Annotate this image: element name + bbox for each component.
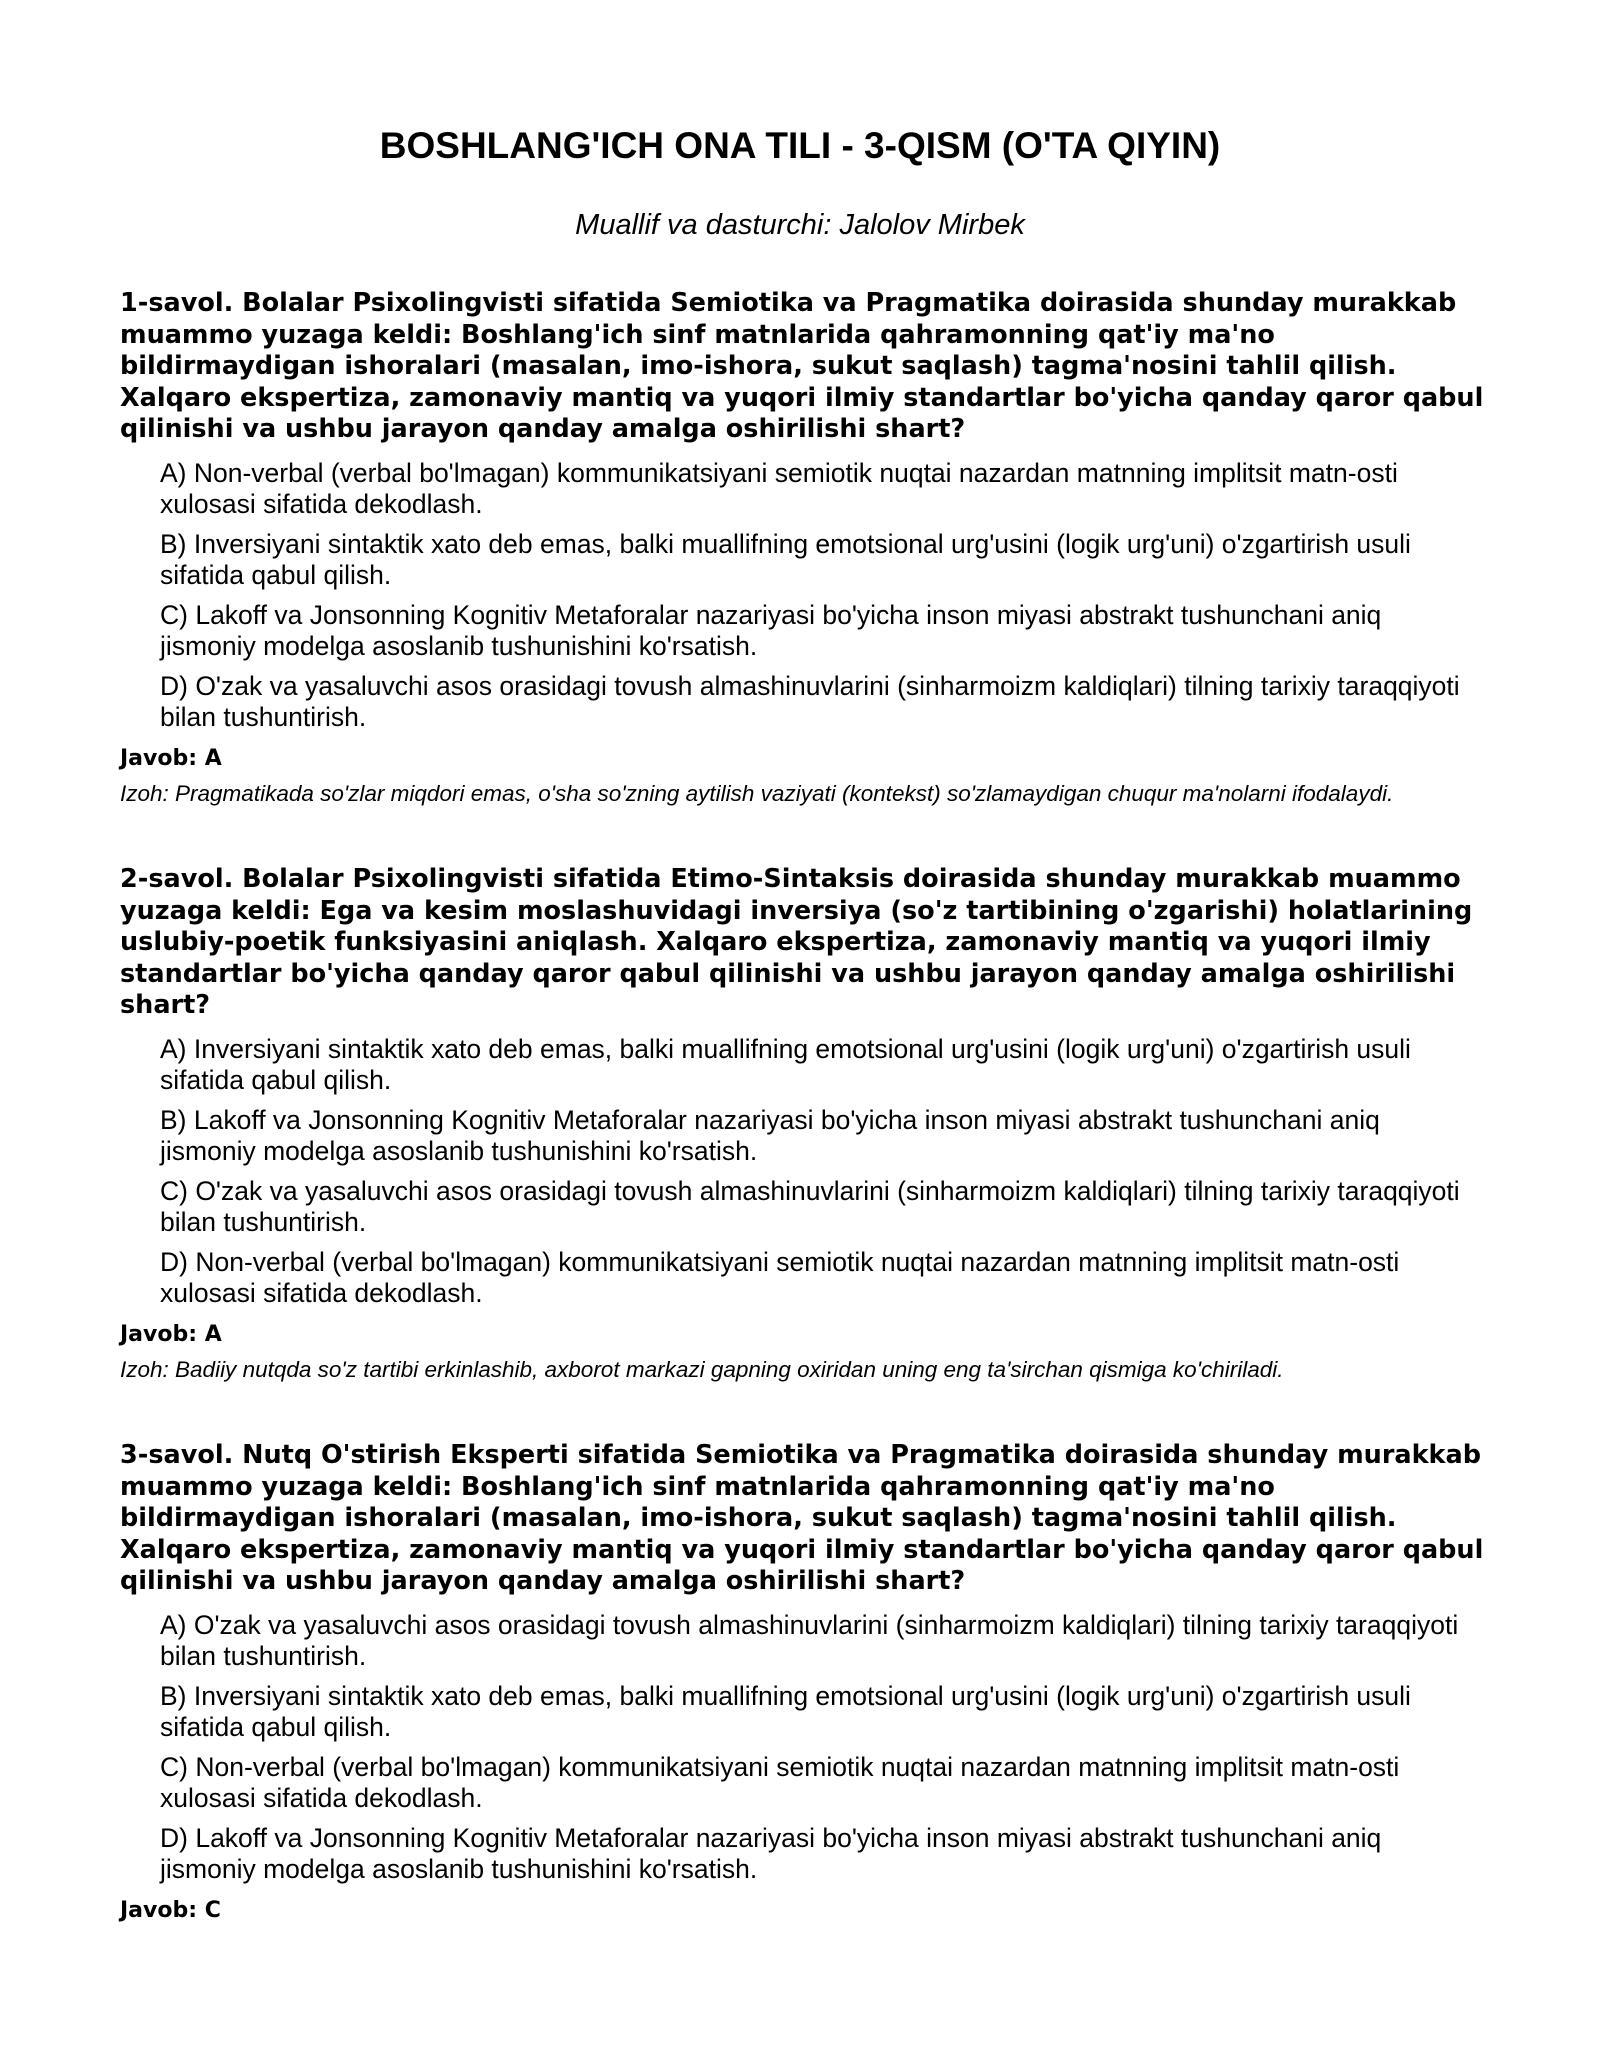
option-d: D) Lakoff va Jonsonning Kognitiv Metaforalar nazariyasi bo'yicha inson miyasi abstrakt tushunchani aniq jismoniy modelga asoslanib tushunishini ko'rsatish.: [160, 1822, 1382, 1885]
option-c: C) Non-verbal (verbal bo'lmagan) kommunikatsiyani semiotik nuqtai nazardan matnning implitsit matn-osti xulosasi sifatida dekodlash.: [160, 1751, 1400, 1814]
document-title: BOSHLANG'ICH ONA TILI - 3-QISM (O'TA QIYIN): [379, 125, 1221, 166]
option-c: C) Lakoff va Jonsonning Kognitiv Metaforalar nazariyasi bo'yicha inson miyasi abstrakt tushunchani aniq jismoniy modelga asoslanib tushunishini ko'rsatish.: [160, 599, 1382, 662]
option-a: A) O'zak va yasaluvchi asos orasidagi tovush almashinuvlarini (sinharmoizm kaldiqlari) tilning tarixiy taraqqiyoti bilan tushuntirish.: [160, 1609, 1459, 1672]
option-b: B) Inversiyani sintaktik xato deb emas, balki muallifning emotsional urg'usini (logik urg'uni) o'zgartirish usuli sifatida qabul qilish.: [160, 528, 1411, 591]
option-b: B) Lakoff va Jonsonning Kognitiv Metaforalar nazariyasi bo'yicha inson miyasi abstrakt tushunchani aniq jismoniy modelga asoslanib tushunishini ko'rsatish.: [160, 1104, 1380, 1167]
option-a: A) Non-verbal (verbal bo'lmagan) kommunikatsiyani semiotik nuqtai nazardan matnning implitsit matn-osti xulosasi sifatida dekodlash.: [160, 457, 1398, 520]
option-list: [120, 1610, 1490, 1886]
option-d: D) O'zak va yasaluvchi asos orasidagi tovush almashinuvlarini (sinharmoizm kaldiqlari) tilning tarixiy taraqqiyoti bilan tushuntirish.: [160, 670, 1460, 733]
explanation-note: Izoh: Pragmatikada so'zlar miqdori emas, o'sha so'zning aytilish vaziyati (kontekst) so'zlamaydigan chuqur ma'nolarni ifodalaydi.: [120, 780, 1394, 806]
question-text: 3-savol. Nutq O'stirish Eksperti sifatida Semiotika va Pragmatika doirasida shunday murakkab muammo yuzaga keldi: Boshlang'ich sinf matnlarida qahramonning qat'iy ma'no bildirmaydigan ishoralari (masalan, imo-ishora, sukut saqlash) tagma'nosini tahlil qilish. Xalqaro ekspertiza, zamonaviy mantiq va yuqori ilmiy standartlar bo'yicha qanday qaror qabul qilinishi va ushbu jarayon qanday amalga oshirilishi shart?: [120, 1439, 1484, 1597]
answer-label: Javob: A: [120, 1321, 222, 1347]
option-b: B) Inversiyani sintaktik xato deb emas, balki muallifning emotsional urg'usini (logik urg'uni) o'zgartirish usuli sifatida qabul qilish.: [160, 1680, 1411, 1743]
answer-label: Javob: C: [120, 1897, 221, 1923]
answer-label: Javob: A: [120, 745, 222, 771]
option-c: C) O'zak va yasaluvchi asos orasidagi tovush almashinuvlarini (sinharmoizm kaldiqlari) tilning tarixiy taraqqiyoti bilan tushuntirish.: [160, 1175, 1460, 1238]
option-a: A) Inversiyani sintaktik xato deb emas, balki muallifning emotsional urg'usini (logik urg'uni) o'zgartirish usuli sifatida qabul qilish.: [160, 1033, 1411, 1096]
question-3: [120, 1440, 1490, 1926]
explanation-note: Izoh: Badiiy nutqda so'z tartibi erkinlashib, axborot markazi gapning oxiridan uning eng ta'sirchan qismiga ko'chiriladi.: [120, 1356, 1284, 1382]
document-author: Muallif va dasturchi: Jalolov Mirbek: [575, 209, 1025, 241]
question-text: 2-savol. Bolalar Psixolingvisti sifatida Etimo-Sintaksis doirasida shunday murakkab muammo yuzaga keldi: Ega va kesim moslashuvidagi inversiya (so'z tartibining o'zgarishi) holatlarining uslubiy-poetik funksiyasini aniqlash. Xalqaro ekspertiza, zamonaviy mantiq va yuqori ilmiy standartlar bo'yicha qanday qaror qabul qilinishi va ushbu jarayon qanday amalga oshirilishi shart?: [120, 863, 1473, 1021]
option-list: [120, 458, 1490, 734]
question-1: [120, 288, 1490, 810]
question-list: [120, 288, 1490, 1980]
option-d: D) Non-verbal (verbal bo'lmagan) kommunikatsiyani semiotik nuqtai nazardan matnning implitsit matn-osti xulosasi sifatida dekodlash.: [160, 1246, 1400, 1309]
question-2: [120, 864, 1490, 1386]
question-text: 1-savol. Bolalar Psixolingvisti sifatida Semiotika va Pragmatika doirasida shunday murakkab muammo yuzaga keldi: Boshlang'ich sinf matnlarida qahramonning qat'iy ma'no bildirmaydigan ishoralari (masalan, imo-ishora, sukut saqlash) tagma'nosini tahlil qilish. Xalqaro ekspertiza, zamonaviy mantiq va yuqori ilmiy standartlar bo'yicha qanday qaror qabul qilinishi va ushbu jarayon qanday amalga oshirilishi shart?: [120, 288, 1484, 445]
option-list: [120, 1034, 1490, 1310]
